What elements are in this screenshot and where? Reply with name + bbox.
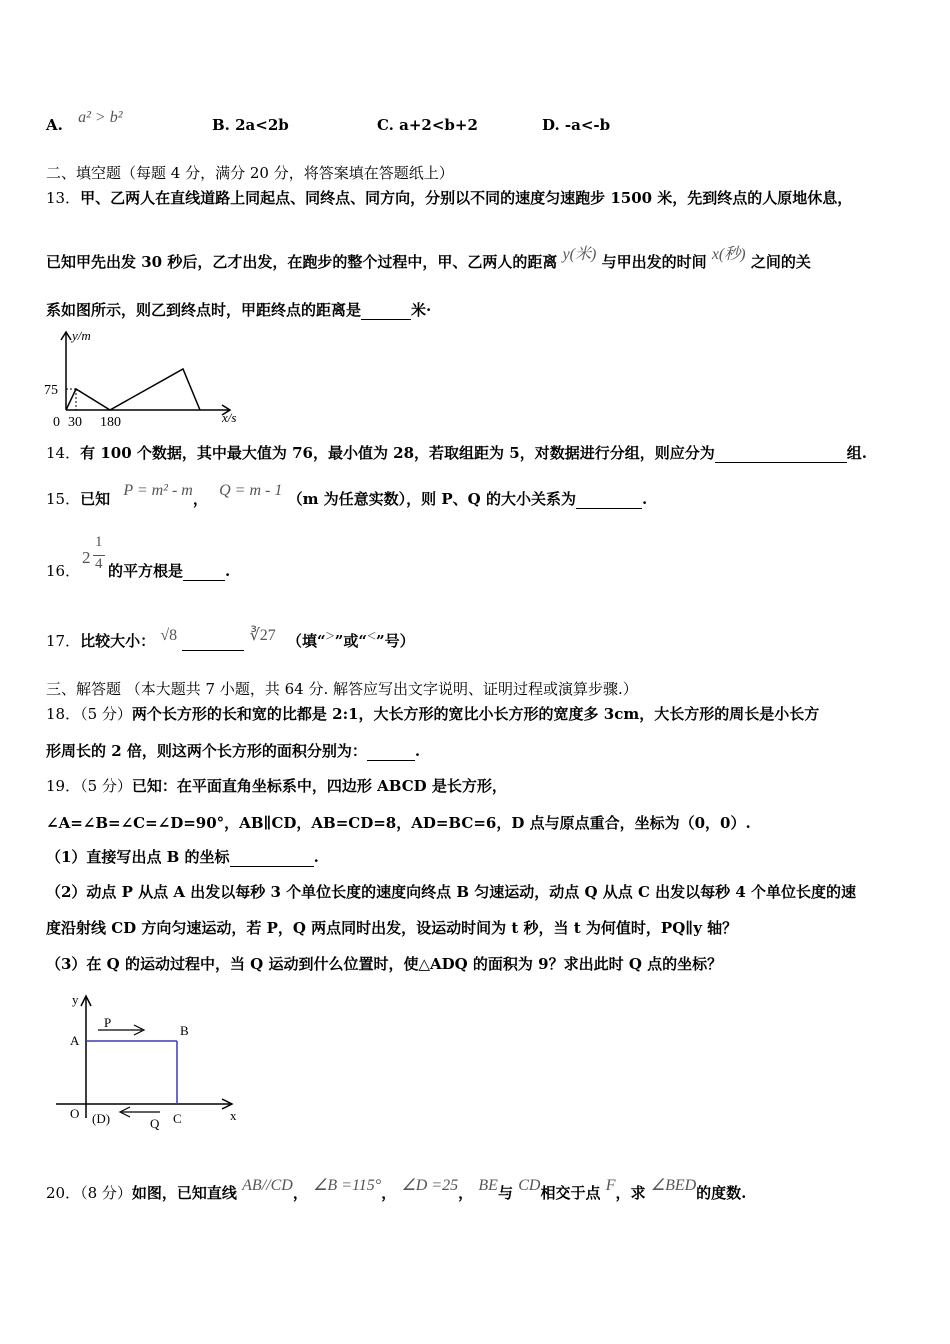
q15-comma: ， [192, 490, 208, 508]
q13-distance-graph [40, 326, 260, 430]
q19-part1-blank [230, 866, 314, 867]
q19-part1 [46, 846, 319, 867]
q17-answer-blank [182, 650, 244, 651]
q19-rectangle-figure [50, 990, 250, 1130]
fig-label-y: y [72, 992, 79, 1007]
q15 [46, 482, 648, 509]
q16-body [108, 560, 230, 581]
q17-hint-b: ”或“ [334, 632, 367, 650]
q15-number: 15． [46, 490, 81, 508]
q20-lead: 如图，已知直线 [131, 1184, 237, 1202]
fig-label-x: x [230, 1108, 237, 1123]
q20-end: 的度数. [696, 1184, 747, 1202]
q14-answer-blank [715, 462, 847, 463]
q20-with: 与 [497, 1184, 513, 1202]
q20-angle-b: ∠B =115° [313, 1177, 382, 1194]
q17-gt: > [325, 628, 335, 645]
q16 [46, 560, 80, 581]
q15-p-expr: P = m² - m [123, 482, 193, 499]
q19-part2-line1: （2）动点 P 从点 A 出发以每秒 3 个单位长度的速度向终点 B 匀速运动，动点 Q 从点 C 出发以每秒 4 个单位长度的速 [46, 883, 857, 901]
q20-be: BE [478, 1177, 498, 1194]
q15-lead: 已知 [80, 490, 111, 508]
q20-cd: CD [518, 1177, 541, 1194]
q15-end: . [641, 490, 648, 508]
q19-number: 19．（5 分） [46, 777, 132, 795]
q19-line1-text: 已知：在平面直角坐标系中，四边形 ABCD 是长方形， [131, 777, 507, 795]
q13-line2c: 之间的关 [750, 253, 811, 271]
option-a-math: a² > b² [78, 109, 123, 126]
section-3-title: 三、解答题 （本大题共 7 小题，共 64 分. 解答应写出文字说明、证明过程或演算步骤.） [46, 680, 638, 698]
q18-end: . [414, 742, 421, 760]
q17-hint-c: ”号） [376, 632, 415, 650]
q20-comma-1: ， [292, 1184, 308, 1202]
section-2-title: 二、填空题（每题 4 分，满分 20 分，将答案填在答题纸上） [46, 164, 454, 182]
q20 [46, 1177, 747, 1203]
option-c: C. a+2<b+2 [377, 116, 478, 134]
q19-line2: ∠A=∠B=∠C=∠D=90°，AB∥CD，AB=CD=8，AD=BC=6，D 点与原点重合，坐标为（0，0）. [46, 814, 751, 832]
fig-label-p: P [104, 1015, 112, 1030]
q14 [46, 442, 867, 463]
q14-end: 组. [846, 444, 867, 462]
q19-part1-text: （1）直接写出点 B 的坐标 [46, 848, 230, 866]
option-b: B. 2a<2b [212, 116, 289, 134]
fig-label-o: O [70, 1106, 80, 1121]
fig-label-a: A [70, 1033, 80, 1048]
q18-line2 [46, 740, 420, 761]
q13-line2b: 与甲出发的时间 [601, 253, 707, 271]
fig-label-c: C [173, 1111, 182, 1126]
q18-answer-blank [367, 760, 415, 761]
q20-bed: ∠BED [650, 1177, 697, 1194]
q20-angle-d: ∠D =25 [401, 1177, 459, 1194]
option-a-label: A. [46, 116, 63, 134]
q20-meet: 相交于点 [540, 1184, 601, 1202]
q13-answer-blank [361, 319, 411, 320]
q13-line2a: 已知甲先出发 30 秒后，乙才出发，在跑步的整个过程中，甲、乙两人的距离 [46, 253, 558, 271]
q19-line1 [46, 775, 507, 796]
q15-q-expr: Q = m - 1 [219, 482, 283, 499]
q14-text: 有 100 个数据，其中最大值为 76，最小值为 28，若取组距为 5，对数据进行分组，则应分为 [80, 444, 715, 462]
q18-number: 18．（5 分） [46, 705, 132, 723]
q16-number: 16． [46, 562, 81, 580]
q17-hint-a: （填“ [287, 632, 326, 650]
q20-ab-cd: AB//CD [242, 1177, 293, 1194]
q17-number: 17． [46, 632, 81, 650]
q13-line1 [46, 187, 852, 208]
q15-text: （m 为任意实数），则 P、Q 的大小关系为 [287, 490, 576, 508]
fig-label-q: Q [150, 1116, 160, 1130]
q17 [46, 627, 415, 651]
q20-f: F [605, 1177, 616, 1194]
q16-frac-bottom: 4 [95, 556, 103, 572]
fig-label-d: (D) [92, 1111, 111, 1126]
q13-y-unit: y(米) [562, 246, 597, 263]
q16-end: . [225, 562, 231, 580]
q18-line2-text: 形周长的 2 倍，则这两个长方形的面积分别为： [46, 742, 367, 760]
q13-line1-text: 甲、乙两人在直线道路上同起点、同终点、同方向，分别以不同的速度匀速跑步 1500 米，先到终点的人原地休息， [80, 189, 853, 207]
q16-frac-top: 1 [95, 534, 103, 550]
q17-lt: < [366, 628, 376, 645]
q20-ask: ，求 [615, 1184, 646, 1202]
q17-sqrt8: √8 [160, 627, 178, 644]
q16-text: 的平方根是 [108, 562, 184, 580]
q20-comma-2: ， [381, 1184, 397, 1202]
q14-number: 14． [46, 444, 81, 462]
q13-x-unit: x(秒) [711, 246, 746, 263]
option-a [46, 109, 123, 135]
graph-tick-75: 75 [44, 383, 58, 398]
option-d: D. -a<-b [542, 116, 611, 134]
graph-tick-0: 0 [53, 415, 60, 430]
q13-line3-end: 米· [411, 301, 432, 319]
q17-lead: 比较大小： [80, 632, 156, 650]
fig-label-b: B [180, 1023, 189, 1038]
q19-part3: （3）在 Q 的运动过程中，当 Q 运动到什么位置时，使△ADQ 的面积为 9？求出此时 Q 点的坐标？ [46, 955, 723, 973]
q17-cbrt27: ∛27 [249, 627, 276, 644]
q20-comma-3: ， [458, 1184, 474, 1202]
q13-line3 [46, 299, 431, 320]
graph-tick-180: 180 [100, 415, 121, 430]
q20-number: 20．（8 分） [46, 1184, 132, 1202]
graph-x-label: x/s [222, 410, 237, 425]
q16-answer-blank [183, 580, 225, 581]
graph-distance-line [66, 369, 200, 410]
q13-line3-text: 系如图所示，则乙到终点时，甲距终点的距离是 [46, 301, 362, 319]
graph-tick-30: 30 [68, 415, 82, 430]
q18-line1 [46, 703, 819, 724]
q19-part2-line2: 度沿射线 CD 方向匀速运动，若 P，Q 两点同时出发，设运动时间为 t 秒，当 t 为何值时，PQ∥y 轴？ [46, 919, 738, 937]
q18-line1-text: 两个长方形的长和宽的比都是 2:1，大长方形的宽比小长方形的宽度多 3cm，大长方形的周长是小长方 [131, 705, 820, 723]
q16-whole: 2 [82, 548, 91, 567]
q15-answer-blank [576, 508, 642, 509]
q19-part1-end: . [313, 848, 319, 866]
graph-y-label: y/m [72, 328, 91, 343]
q13-line2 [46, 246, 811, 272]
q13-number: 13． [46, 189, 81, 207]
